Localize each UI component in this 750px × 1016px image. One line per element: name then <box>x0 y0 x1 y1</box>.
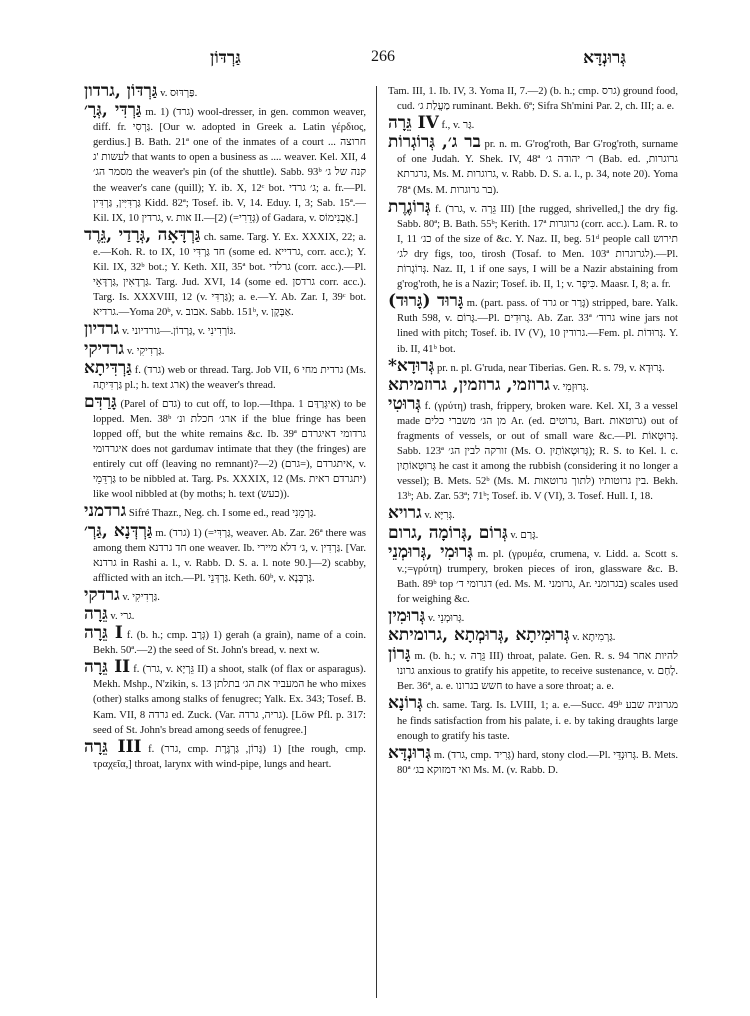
entry-definition: m. 1) (גרד) wool-dresser, in gen. common weaver, diff. fr. גַּרְסִי. [Our w. adopted in Greek a. Latin γέρδιος, gerdius.] B. Bath. 21ª one of the inmates of a court ... חרוצה לעשות 'ג that wants to open a business as .... weaver. Kel. XII, 4 מסמר הג׳ the weaver's pin (of the shuttle). Sabb. 93ᵇ קנה של ג׳ the weaver's cane (quill); Y. ib. X, 12ᶜ bot. ג׳ גרדי; a. fr.—Pl. גַּרְדִּיִּין, גַּרְדִּין Kidd. 82ª; Tosef. ib. V, 14. Eduy. I, 3; Sab. 15ª.—Kil. IX, 10 גרדין, v. אות II.—[2) (=גְּדֵרִי) of Gadara, v. אַבְנִימוֹס.] <box>93 107 366 224</box>
entry-definition: f. (γρύτη) trash, frippery, broken ware. Kel. XI, 3 a vessel made מן הג׳ משברי כלים Ar. (ed. גרוטים, Bart. גרוטאות) out of fragments of vessels, or out of small ware &c.—Pl. גְּרוּטָאוֹת. Sabb. 123ª זורקה לבין הג׳ (Ms. O. גְּרוּטְאוֹתַיִן); R. S. to Kel. l. c. גְּרוּטְאוֹתַיִן he cast it among the rubbish (considering it no longer a vessel); B. Mets. 52ᵇ (Ms. M. לתוך גרוטאות) בין גרוטותיו. Bekh. 13ᵇ; Ab. Zar. 53ª; 71ᵇ; Tosef. ib. V (VI), 3. Tosef. Hull. I, 18. <box>397 400 678 503</box>
entry-headword: גָּרוֹן <box>388 644 411 665</box>
dictionary-entry <box>84 623 366 658</box>
dictionary-entry <box>84 100 366 226</box>
page-number: 266 <box>371 48 395 65</box>
dictionary-entry <box>388 374 678 395</box>
dictionary-entry <box>388 291 678 356</box>
entry-definition: f. (b. h.; cmp. גְּרָב) 1) gerah (a grain), name of a coin. Bekh. 50ª.—2) the seed of St. John's bread, v. next w. <box>93 630 366 657</box>
dictionary-entry <box>388 503 678 524</box>
entry-headword: גרדיקי <box>84 338 125 359</box>
dictionary-entry <box>388 196 678 293</box>
entry-definition: m. (גרד) 1) (=גַּרְדִּי, weaver. Ab. Zar. 26ª there was among them חד גרדנא one weaver. Ib. ג׳ דלא מיירי, v. גַּרְדִין. [Var. גרדנא in Rashi a. l., v. Rabb. D. S. a. l. note 90.]—2) scabby, afflicted with an itch.—Pl. גַּרְדְּנֵי. Keth. 60ᵇ, v. גַּרְבְּנָא. <box>93 527 366 584</box>
entry-definition: v. גְּרִיָּא. <box>424 510 455 522</box>
entry-definition: v. גרי. <box>110 611 135 622</box>
entry-headword: גְּרוּטִי <box>388 393 422 414</box>
dictionary-entry <box>84 319 366 340</box>
entry-headword: גְּרוּמִין <box>388 606 426 626</box>
dictionary-entry <box>388 625 678 646</box>
entry-definition: f. (גרר, v. גֵּרָה III) [the rugged, shrivelled,] the dry fig. Sabb. 80ª; B. Bath. 55ᵇ; Kerith. 17ª גרוגרות (corr. acc.). Lam. R. to I, 11 כג׳ of the size of &c. Y. Naz. II, beg. 51ᵈ people call תירוש לג׳ dry figs, too, tirosh (Tosaf. to Men. 103ª לגרוגרות).—Pl. גְּרוֹגָרוֹת. Naz. II, 1 if one says, I will be a Nazir abstaining from g'rog'roth, he is a Nazir; Tosef. ib. II, 1; v. כִּיפָר. Maasr. I, 8; a. fr. <box>397 203 678 291</box>
entry-definition: pr. n. pl. G'ruda, near Tiberias. Gen. R. s. 79, v. גְּרוּדָא. <box>436 362 665 374</box>
dictionary-entry <box>84 657 366 737</box>
entry-definition: (Parel of גדם) to cut off, to lop.—Ithpa. אִיגְּרַדַּם 1) to be lopped. Men. 38ᵇ ארג׳ חכלת ונ׳ if the blue fringe has been lopped off, but the white remains &c. Ib. 39ª גרדומי דאיגרדם איגרדומי does not gardumav intimate that they (the fringes) are entirely cut off (leaving no remnant)?—2) (גרם=), איתגרדם, v. גַּרְדֵּמֵי to be nibbled at. Targ. Ps. XXXIX, 12 (Ms. יתגרדם ראית) like wool nibbled at (by moths; h. text (כעש)). <box>93 398 366 501</box>
running-head-left: גַּרְדּוֹן <box>210 48 241 67</box>
dictionary-entry <box>388 355 678 376</box>
entry-definition: f. (גרר, cmp. גָּרוֹן, גַּרְגֶּרֶת) 1) [the rough, cmp. τραχεῖα,] throat, larynx with wind-pipe, lungs and heart. <box>93 743 366 770</box>
dictionary-entry <box>84 224 366 321</box>
column-divider <box>376 86 377 998</box>
entry-definition: v. גְּרוּמְנֵי. <box>427 613 465 624</box>
entry-headword: גַּרְדִּי ,גְּרָ׳ <box>84 100 142 121</box>
entry-definition: f. (גרד) web or thread. Targ. Job VII, 6 גרדית מחי (Ms. גַּרְדִּיתָה pl.; h. text ארג) the weaver's thread. <box>93 364 366 391</box>
dictionary-entry <box>388 393 678 505</box>
dictionary-entry <box>388 132 678 197</box>
running-head-right: גְּרוּנְדָּא <box>583 48 626 67</box>
entry-definition: v. פַּרְדּוּס. <box>160 88 198 99</box>
left-column <box>84 84 366 1002</box>
entry-headword: גֵּרָה I <box>84 623 123 644</box>
dictionary-entry <box>84 338 366 359</box>
dictionary-entry <box>388 84 678 114</box>
entry-headword: גָּרַדִּם <box>84 391 117 412</box>
dictionary-entry <box>84 584 366 605</box>
dictionary-entry <box>388 742 678 778</box>
entry-headword: גֵּרָה II <box>84 657 131 678</box>
entry-headword: גְּרוֹנָא <box>388 693 423 714</box>
entry-headword: גרויא <box>388 503 422 524</box>
dictionary-entry <box>388 693 678 743</box>
entry-headword: גַּרְדָּאָה ,גְּרָדַי ,גֵּרֶד <box>84 224 201 245</box>
entry-definition: m. (b. h.; v. גֵּרָה III) throat, palate. Gen. R. s. 94 להיות אחר גרונו anxious to gratify his appetite, to receive sustenance, v. לָחַם. Ber. 36ª, a. e. חשש בגרונו to have a sore throat; a. e. <box>397 651 678 693</box>
entry-definition: v. גָּרַם. <box>510 529 539 541</box>
entry-definition: f., v. גַּר. <box>441 120 475 132</box>
entry-headword: גְּרוּמִי ,גְּרוּמְנֵי <box>388 541 473 562</box>
dictionary-entry <box>388 113 678 134</box>
right-column <box>388 84 678 1002</box>
entry-headword: גְּרוֹגֶרֶת <box>388 196 431 217</box>
entry-definition: v. גַּרְדִיקִי. <box>126 345 165 357</box>
entry-definition: m. (גרד, cmp. גְּרִיד) hard, stony clod.—Pl. גְּרוּנְדֵּי. B. Mets. 80ª ואי דמזוקא בג׳ Ms. M. (v. Rabb. D. <box>397 749 678 776</box>
entry-headword: בר ג׳, גְּרוֹגְרוֹת <box>388 132 481 153</box>
entry-headword: גרוזמי, גרוזמין, גרוזמיתא <box>388 374 551 395</box>
dictionary-entry <box>84 357 366 393</box>
entry-headword: גְּרוּמִיתָא ,גְּרוּמְתָא ,גרומיתא <box>388 625 570 646</box>
entry-definition: ch. same. Targ. Y. Ex. XXXIX, 22; a. e.—Koh. R. to IX, 10 חד גַּרְדִּי (some ed. גרדייא, corr. acc.); Y. Kil. IX, 32ᵇ bot.; Y. Keth. XII, 35ª bot. גרלדי (corr. acc.).—Pl. גַּרְדָאִין ,גַּרְדָּאֵי. Targ. Jud. XVI, 14 (some ed. גרדסן corr. acc.). Targ. Is. XXXVIII, 12 (v. גַּרְדִּי); a. e.—Y. Ab. Zar. I, 39ᶜ bot. גרדיא.—Yoma 20ᵇ, v. אבוב. Sabb. 151ᵇ, v. אַבְּקָן. <box>93 231 366 319</box>
entry-headword: גֵּרָה III <box>84 736 142 757</box>
dictionary-entry <box>84 520 366 586</box>
dictionary-entry <box>388 644 678 694</box>
entry-definition: v. גְּרוּזְמִי. <box>552 381 589 393</box>
entry-headword: גְּרוּנְדָּא <box>388 742 431 763</box>
entry-definition: ch. same. Targ. Is. LVIII, 1; a. e.—Succ. 49ᵇ מגרוניה שבע he finds satisfaction from his palate, i. e. by taking draughts large enough to gratify his taste. <box>397 700 678 742</box>
entry-headword: גֵּרָה IV <box>388 113 439 134</box>
entry-headword: גרדמני <box>84 501 127 522</box>
dictionary-entry <box>84 736 366 772</box>
dictionary-entry <box>84 501 366 522</box>
entry-definition: v. גַּרְדוֹן.—גורדיוני, v. גּוֹרְדִינִי. <box>121 326 236 338</box>
entry-headword: גְּרוֹם ,גְּרוֹמָה ,גרום <box>388 522 508 543</box>
entry-definition: Tam. III, 1. Ib. IV, 3. Yoma II, 7.—2) (b. h.; cmp. גרס) ground food, cud. מַעֲלַת ג׳ ruminant. Bekh. 6ª; Sifra Sh'mini Par. 2, ch. III; a. e. <box>388 86 678 113</box>
dictionary-entry <box>84 391 366 503</box>
dictionary-entry <box>388 606 678 626</box>
entry-headword: גַּרְדְּנָא ,גַּרְ׳ <box>84 520 153 541</box>
entry-headword: (גָּרוּד) גָּרוּד <box>388 291 464 312</box>
page-header <box>52 48 714 72</box>
entry-headword: גרדקי <box>84 584 120 605</box>
entry-definition: m. (part. pass. of גרד or גָּרַר) stripped, bare. Yalk. Ruth 598, v. גָּרוֹם.—Pl. גְּרוּדִים. Ab. Zar. 33ª גרוד׳ wine jars not lined with pitch; Tosef. ib. IV (V), 10 גרודין.—Fem. pl. גְּרוּדוֹת. Y. ib. II, 41ᵇ bot. <box>397 298 678 355</box>
entry-headword: *גְּרוּדָא <box>388 355 435 376</box>
entry-definition: Sifré Thazr., Neg. ch. I some ed., read גַּרְמֵנִי. <box>128 508 317 520</box>
entry-definition: pr. n. m. G'rog'roth, Bar G'rog'roth, surname of one Judah. Y. Shek. IV, 48ª ר׳ יהודה ג׳ (Bab. ed. גרוגרות, גרגרתא, Ms. M. גרוגרות, v. Rabb. D. S. a. l., p. 34, note 20). Yoma 78ª (Ms. M. בר גרוגרות). <box>397 139 678 196</box>
entry-definition: f. (גרר, v. גֵּרְיָא II) a shoot, stalk (of flax or asparagus). Mekh. Mshp., N'zikin, s. 13 המעביר את הג׳ בתלתן he who mixes (other) stalks among stalks of fenugrec; Yalk. Ex. 343; Tosef. B. Kam. VII, 8 גרדה ed. Zuck. (Var. גריה, גרדה). [Löw Pfl. p. 317: seed of St. John's bread among seeds of fenugree.] <box>93 664 366 736</box>
dictionary-entry <box>388 522 678 543</box>
dictionary-entry <box>84 84 366 101</box>
entry-headword: גַּרְדּוֹן ,גרדון <box>84 84 158 101</box>
entry-headword: גַּרְדִּיתָא <box>84 357 132 378</box>
dictionary-entry <box>388 541 678 607</box>
entry-definition: v. גַּרְדִיקִי. <box>122 591 160 603</box>
entry-definition: m. pl. (γρυμέα, crumena, v. Lidd. a. Scott s. v.;=γρύτη) trumpery, broken pieces of iron, glassware &c. B. Bath. 89ᵇ top דגרומי ד׳ (ed. Ms. M. גרומני, Ar. בגרומני) scales used for weighing &c. <box>397 548 678 605</box>
entry-headword: גֵּרָה <box>84 604 108 624</box>
entry-headword: גרדיון <box>84 319 120 340</box>
entry-definition: v. גַּרְמִיתָא. <box>572 632 616 644</box>
dictionary-entry <box>84 604 366 624</box>
